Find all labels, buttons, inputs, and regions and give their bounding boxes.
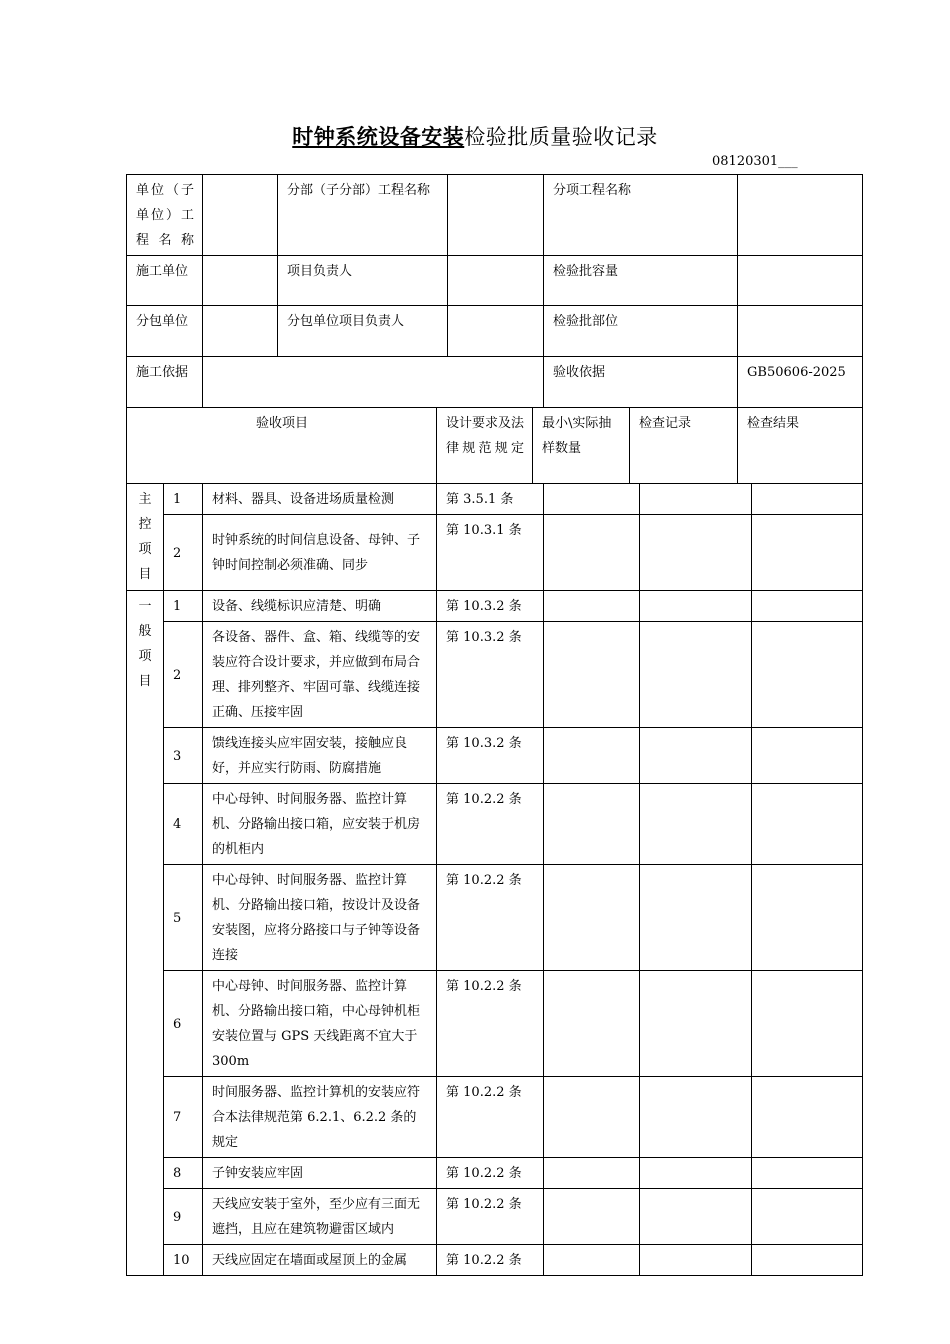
inspection-table: [126, 174, 863, 1276]
item-description: 材料、器具、设备进场质量检测: [203, 484, 437, 515]
item-number: 9: [164, 1189, 203, 1245]
item-description: 天线应安装于室外，至少应有三面无遮挡，且应在建筑物避雷区域内: [203, 1189, 437, 1245]
batch-location-label: 检验批部位: [544, 306, 738, 357]
construction-basis-value[interactable]: [203, 357, 544, 408]
item-result[interactable]: [752, 865, 863, 971]
unit-value[interactable]: [203, 175, 278, 256]
col-result: 检查结果: [738, 408, 863, 484]
item-number: 10: [164, 1245, 203, 1276]
item-sample[interactable]: [544, 971, 640, 1077]
col-record: 检查记录: [630, 408, 738, 484]
item-requirement: 第 10.2.2 条: [437, 1158, 544, 1189]
batch-capacity-value[interactable]: [738, 256, 863, 306]
col-item: 验收项目: [127, 408, 437, 484]
subcontract-manager-label: 分包单位项目负责人: [278, 306, 448, 357]
item-record[interactable]: [640, 784, 752, 865]
subcontract-unit-label: 分包单位: [127, 306, 203, 357]
item-sample[interactable]: [544, 515, 640, 591]
item-requirement: 第 10.2.2 条: [437, 784, 544, 865]
item-result[interactable]: [752, 1158, 863, 1189]
item-result[interactable]: [752, 515, 863, 591]
item-description: 中心母钟、时间服务器、监控计算机、分路输出接口箱，中心母钟机柜安装位置与 GPS 天线距离不宜大于 300m: [203, 971, 437, 1077]
subitem-label: 分项工程名称: [544, 175, 738, 256]
subitem-value[interactable]: [738, 175, 863, 256]
general-items: [127, 591, 863, 1276]
item-sample[interactable]: [544, 865, 640, 971]
item-requirement: 第 10.3.1 条: [437, 515, 544, 591]
division-value[interactable]: [448, 175, 544, 256]
general-row: [127, 1189, 863, 1245]
item-result[interactable]: [752, 784, 863, 865]
item-requirement: 第 10.2.2 条: [437, 971, 544, 1077]
general-row: [127, 865, 863, 971]
item-requirement: 第 10.3.2 条: [437, 728, 544, 784]
item-sample[interactable]: [544, 484, 640, 515]
header-row-3: [127, 306, 863, 357]
general-row: [127, 622, 863, 728]
item-record[interactable]: [640, 484, 752, 515]
item-sample[interactable]: [544, 622, 640, 728]
item-number: 1: [164, 484, 203, 515]
item-record[interactable]: [640, 865, 752, 971]
acceptance-basis-value: GB50606-2025: [738, 357, 863, 408]
header-row-1: [127, 175, 863, 256]
item-sample[interactable]: [544, 784, 640, 865]
main-row: [127, 515, 863, 591]
construction-unit-value[interactable]: [203, 256, 278, 306]
item-number: 2: [164, 622, 203, 728]
main-items: [127, 484, 863, 591]
item-sample[interactable]: [544, 1245, 640, 1276]
item-record[interactable]: [640, 1077, 752, 1158]
item-result[interactable]: [752, 728, 863, 784]
item-number: 5: [164, 865, 203, 971]
item-sample[interactable]: [544, 1077, 640, 1158]
item-result[interactable]: [752, 1245, 863, 1276]
main-group-text: 主 控 项 目: [138, 492, 152, 582]
item-description: 时钟系统的时间信息设备、母钟、子钟时间控制必须准确、同步: [203, 515, 437, 591]
general-row: [127, 784, 863, 865]
item-requirement: 第 10.2.2 条: [437, 865, 544, 971]
item-sample[interactable]: [544, 591, 640, 622]
item-description: 子钟安装应牢固: [203, 1158, 437, 1189]
item-description: 时间服务器、监控计算机的安装应符合本法律规范第 6.2.1、6.2.2 条的规定: [203, 1077, 437, 1158]
item-number: 7: [164, 1077, 203, 1158]
item-record[interactable]: [640, 728, 752, 784]
item-record[interactable]: [640, 1189, 752, 1245]
item-requirement: 第 10.2.2 条: [437, 1189, 544, 1245]
header-row-4: [127, 357, 863, 408]
item-number: 1: [164, 591, 203, 622]
general-row: [127, 728, 863, 784]
item-number: 4: [164, 784, 203, 865]
title-rest: 检验批质量验收记录: [464, 125, 658, 149]
item-record[interactable]: [640, 515, 752, 591]
item-record[interactable]: [640, 1245, 752, 1276]
item-requirement: 第 10.2.2 条: [437, 1077, 544, 1158]
item-sample[interactable]: [544, 1158, 640, 1189]
general-row: [127, 971, 863, 1077]
project-manager-value[interactable]: [448, 256, 544, 306]
unit-label: 单位（子单位）工程名称: [127, 175, 203, 256]
general-row: [127, 591, 863, 622]
general-row: [127, 1158, 863, 1189]
form-code: 08120301___: [712, 154, 798, 169]
item-description: 设备、线缆标识应清楚、明确: [203, 591, 437, 622]
item-result[interactable]: [752, 1077, 863, 1158]
batch-capacity-label: 检验批容量: [544, 256, 738, 306]
item-description: 天线应固定在墙面或屋顶上的金属: [203, 1245, 437, 1276]
item-description: 中心母钟、时间服务器、监控计算机、分路输出接口箱，按设计及设备安装图，应将分路接口与子钟等设备连接: [203, 865, 437, 971]
general-group-text: 一 般 项 目: [138, 599, 152, 689]
item-description: 馈线连接头应牢固安装，接触应良好，并应实行防雨、防腐措施: [203, 728, 437, 784]
acceptance-basis-label: 验收依据: [544, 357, 738, 408]
item-record[interactable]: [640, 591, 752, 622]
general-row: [127, 1077, 863, 1158]
construction-unit-label: 施工单位: [127, 256, 203, 306]
subcontract-manager-value[interactable]: [448, 306, 544, 357]
col-requirement: 设计要求及法律规范规定: [437, 408, 533, 484]
col-sample: 最小\实际抽样数量: [533, 408, 630, 484]
project-manager-label: 项目负责人: [278, 256, 448, 306]
item-record[interactable]: [640, 971, 752, 1077]
item-requirement: 第 10.3.2 条: [437, 591, 544, 622]
division-label: 分部（子分部）工程名称: [278, 175, 448, 256]
item-record[interactable]: [640, 1158, 752, 1189]
title-bold: 时钟系统设备安装: [292, 124, 465, 149]
column-header-row: [127, 408, 863, 484]
item-record[interactable]: [640, 622, 752, 728]
batch-location-value[interactable]: [738, 306, 863, 357]
general-row: [127, 1245, 863, 1276]
item-sample[interactable]: [544, 1189, 640, 1245]
item-requirement: 第 10.3.2 条: [437, 622, 544, 728]
item-result[interactable]: [752, 622, 863, 728]
item-result[interactable]: [752, 484, 863, 515]
item-result[interactable]: [752, 591, 863, 622]
item-result[interactable]: [752, 1189, 863, 1245]
item-requirement: 第 10.2.2 条: [437, 1245, 544, 1276]
item-number: 8: [164, 1158, 203, 1189]
main-group-label: [127, 484, 164, 591]
general-group-label: [127, 591, 164, 1276]
item-number: 3: [164, 728, 203, 784]
document-title: [0, 122, 950, 152]
item-sample[interactable]: [544, 728, 640, 784]
subcontract-unit-value[interactable]: [203, 306, 278, 357]
construction-basis-label: 施工依据: [127, 357, 203, 408]
item-requirement: 第 3.5.1 条: [437, 484, 544, 515]
item-number: 2: [164, 515, 203, 591]
main-row: [127, 484, 863, 515]
item-number: 6: [164, 971, 203, 1077]
item-description: 中心母钟、时间服务器、监控计算机、分路输出接口箱，应安装于机房的机柜内: [203, 784, 437, 865]
item-description: 各设备、器件、盒、箱、线缆等的安装应符合设计要求，并应做到布局合理、排列整齐、牢固可靠、线缆连接正确、压接牢固: [203, 622, 437, 728]
header-row-2: [127, 256, 863, 306]
item-result[interactable]: [752, 971, 863, 1077]
